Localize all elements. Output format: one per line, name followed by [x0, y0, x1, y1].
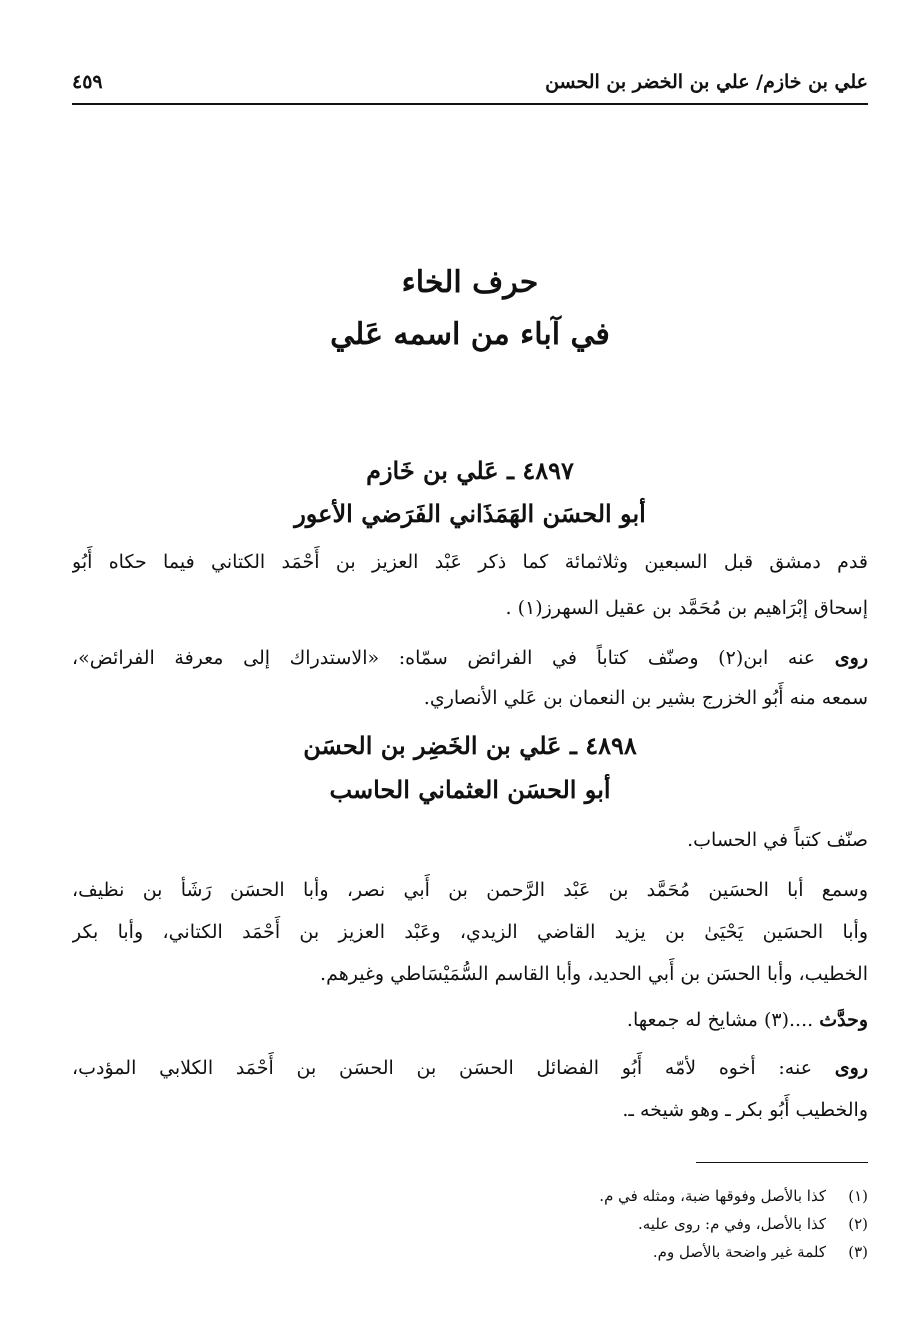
line-text: وسمع أبا الحسَين مُحَمَّد بن عَبْد الرَّحمن بن أَبي نصر، وأبا الحسَن رَشَأ بن نظيف،: [72, 879, 868, 901]
running-title: علي بن خازم/ علي بن الخضر بن الحسن: [545, 71, 868, 93]
body-line: [72, 590, 868, 626]
entry-heading: ٤٨٩٧ ـ عَلي بن خَازم: [366, 456, 574, 485]
footnote-number: (١): [848, 1187, 868, 1205]
body-line: [72, 872, 868, 908]
line-lead: روى: [834, 647, 868, 669]
body-line: [72, 1050, 868, 1086]
line-text: وأبا الحسَين يَحْيَىٰ بن يزيد القاضي الزيدي، وعَبْد العزيز بن أَحْمَد الكتاني، وأبا بكر: [72, 921, 868, 943]
footnote-text: كلمة غير واضحة بالأصل وم.: [652, 1243, 826, 1261]
chapter-subtitle: في آباء من اسمه عَلي: [330, 317, 610, 352]
footnote-rule: [696, 1162, 868, 1163]
footnote: [300, 1238, 868, 1266]
footnote: [300, 1210, 868, 1238]
body-line: [72, 1002, 868, 1038]
header-rule: [72, 103, 868, 105]
line-text: سمعه منه أَبُو الخزرج بشير بن النعمان بن عَلي الأنصاري.: [423, 687, 868, 709]
line-text: والخطيب أَبُو بكر ـ وهو شيخه ـ.: [622, 1099, 868, 1121]
footnote-text: كذا بالأصل وفوقها ضبة، ومثله في م.: [599, 1187, 826, 1205]
line-text: عنه ابن(٢) وصنّف كتاباً في الفرائض سمّاه: «الاستدراك إلى معرفة الفرائض»،: [72, 647, 816, 669]
page-number: ٤٥٩: [72, 71, 103, 93]
body-line: [72, 1092, 868, 1128]
line-text: إسحاق إبْرَاهيم بن مُحَمَّد بن عقيل السهرز(١) .: [505, 597, 868, 619]
entry-kunya: أبو الحسَن العثماني الحاسب: [329, 775, 611, 804]
line-text: عنه: أخوه لأمّه أَبُو الفضائل الحسَن بن الحسَن بن أَحْمَد الكلابي المؤدب،: [72, 1057, 813, 1079]
line-text: الخطيب، وأبا الحسَن بن أَبي الحديد، وأبا القاسم السُّمَيْسَاطي وغيرهم.: [320, 963, 868, 985]
body-line: [72, 640, 868, 676]
entry-heading: ٤٨٩٨ ـ عَلي بن الخَضِر بن الحسَن: [303, 731, 637, 760]
running-head: [72, 66, 868, 98]
body-line: [72, 914, 868, 950]
footnote-text: كذا بالأصل، وفي م: روى عليه.: [638, 1215, 826, 1233]
body-line: [72, 680, 868, 716]
line-text: قدم دمشق قبل السبعين وثلاثمائة كما ذكر عَبْد العزيز بن أَحْمَد الكتاني فيما حكاه أَبُو: [72, 551, 868, 573]
body-line: [72, 956, 868, 992]
line-text: ....(٣) مشايخ له جمعها.: [626, 1009, 814, 1031]
body-line: [72, 544, 868, 580]
line-lead: وحدَّث: [819, 1009, 868, 1031]
footnote-number: (٣): [848, 1243, 868, 1261]
body-line: [72, 822, 868, 858]
line-lead: روى: [834, 1057, 868, 1079]
line-text: صنّف كتباً في الحساب.: [687, 829, 868, 851]
entry-kunya: أبو الحسَن الهَمَذَاني الفَرَضي الأعور: [294, 499, 646, 528]
footnote: [300, 1182, 868, 1210]
footnote-number: (٢): [848, 1215, 868, 1233]
chapter-title: حرف الخاء: [401, 265, 539, 300]
